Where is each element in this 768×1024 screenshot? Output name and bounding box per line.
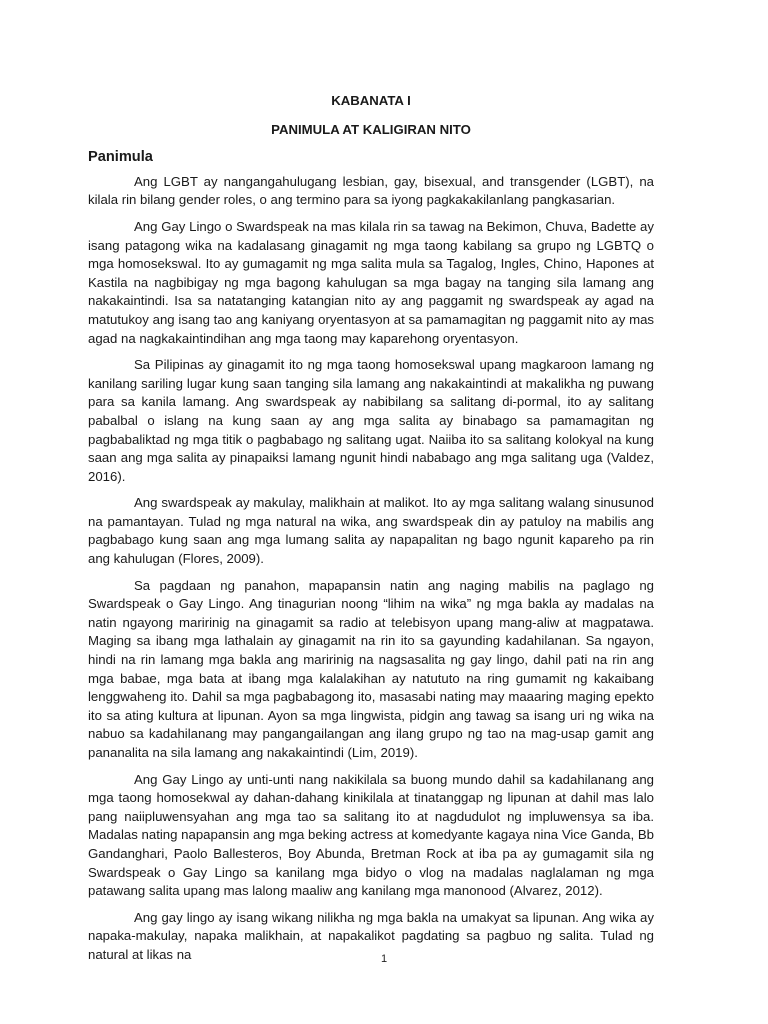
paragraph-3: Sa Pilipinas ay ginagamit ito ng mga taong homosekswal upang magkaroon lamang ng kanilang sariling lugar kung saan tanging sila lamang ang nakakaintindi at makalikha ng puwang para sa kanila lamang. Ang swardspeak ay nabibilang sa salitang di-pormal, ito ay salitang pabalbal o islang na kung saan ay ang mga salita ay binabago sa pamamagitan ng pagbabaliktad ng mga titik o pagbabago ng salitang ugat. Naiiba ito sa salitang kolokyal na kung saan ang mga salita ay pinapaiksi lamang ngunit hindi nababago ang mga salitang uga (Valdez, 2016). [88, 357, 654, 484]
paragraph-2: Ang Gay Lingo o Swardspeak na mas kilala rin sa tawag na Bekimon, Chuva, Badette ay isang patagong wika na kadalasang ginagamit ng mga taong kabilang sa grupo ng LGBTQ o mga homosekswal. Ito ay gumagamit ng mga salita mula sa Tagalog, Ingles, Chino, Hapones at Kastila na nagbibigay ng mga bagong kahulugan sa mga bagay na tanging sila lamang ang nakakaintindi. Isa sa natatanging katangian nito ay ang paggamit ng swardspeak ay agad na matutukoy ang isang tao ang kaniyang oryentasyon at sa pamamagitan ng paggamit nito ay mas agad na nagkakaintindihan ang mga taong may kaparehong oryentasyon. [88, 218, 654, 346]
paragraph-6: Ang Gay Lingo ay unti-unti nang nakikilala sa buong mundo dahil sa kadahilanang ang mga taong homosekwal ay dahan-dahang kinikilala at tinatanggap ng lipunan at dahil mas lalo pang naiipluwensyahan ang mga tao sa salitang ito at nagdudulot ng impluwensya sa iba. Madalas nating napapansin ang mga beking actress at komedyante kagaya nina Vice Ganda, Bb Gandanghari, Paolo Ballesteros, Boy Abunda, Bretman Rock at iba pa ay gumagamit sila ng Swardspeak o Gay Lingo sa kanilang mga bidyo o vlog na madalas naglalaman ng mga patawang salita upang mas lalong maaliw ang kanilang mga manonood (Alvarez, 2012). [88, 771, 654, 899]
paragraph-5: Sa pagdaan ng panahon, mapapansin natin ang naging mabilis na paglago ng Swardspeak o Gay Lingo. Ang tinagurian noong “lihim na wika” ng mga bakla ay madalas na natin ngayong maririnig na ginagamit sa radio at telebisyon upang mang-aliw at magpatawa. Maging sa ibang mga lathalain ay ginagamit na rin ito sa gayunding kadahilanan. Sa ngayon, hindi na rin lamang mga bakla ang maririnig na nagsasalita ng gay lingo, dahil pati na rin ang mga babae, mga bata at ibang mga kalalakihan ay natututo na ring gumamit ng kakaibang lenggwaheng ito. Dahil sa mga pagbabagong ito, masasabi nating may maaaring maging epekto ito sa ating kultura at lipunan. Ayon sa mga lingwista, pidgin ang tawag sa isang uri ng wika na nabuo sa kadahilanang may pangangailangan ang ilang grupo ng tao na mag-usap gamit ang pananalita na sila lamang ang nakakaintindi (Lim, 2019). [88, 577, 654, 760]
page-number: 1 [380, 953, 388, 965]
section-title: Panimula [88, 149, 153, 166]
chapter-heading: KABANATA I [331, 93, 411, 108]
document-page [88, 92, 654, 965]
paragraph-7: Ang gay lingo ay isang wikang nilikha ng mga bakla na umakyat sa lipunan. Ang wika ay napaka-makulay, napaka malikhain, at napakalikot pagdating sa pagbuo ng salita. Tulad ng natural at likas na [88, 909, 654, 962]
paragraph-4: Ang swardspeak ay makulay, malikhain at malikot. Ito ay mga salitang walang sinusunod na pamantayan. Tulad ng mga natural na wika, ang swardspeak din ay patuloy na mabilis ang pagbabago kung saan ang mga lumang salita ay napapalitan ng bago ngunit kapareho pa rin ang kahulugan (Flores, 2009). [88, 495, 654, 567]
paragraph-1: Ang LGBT ay nangangahulugang lesbian, gay, bisexual, and transgender (LGBT), na kilala rin bilang gender roles, o ang termino para sa iyong pagkakakilanlang pangkasarian. [88, 173, 654, 208]
chapter-title: PANIMULA AT KALIGIRAN NITO [271, 121, 471, 137]
